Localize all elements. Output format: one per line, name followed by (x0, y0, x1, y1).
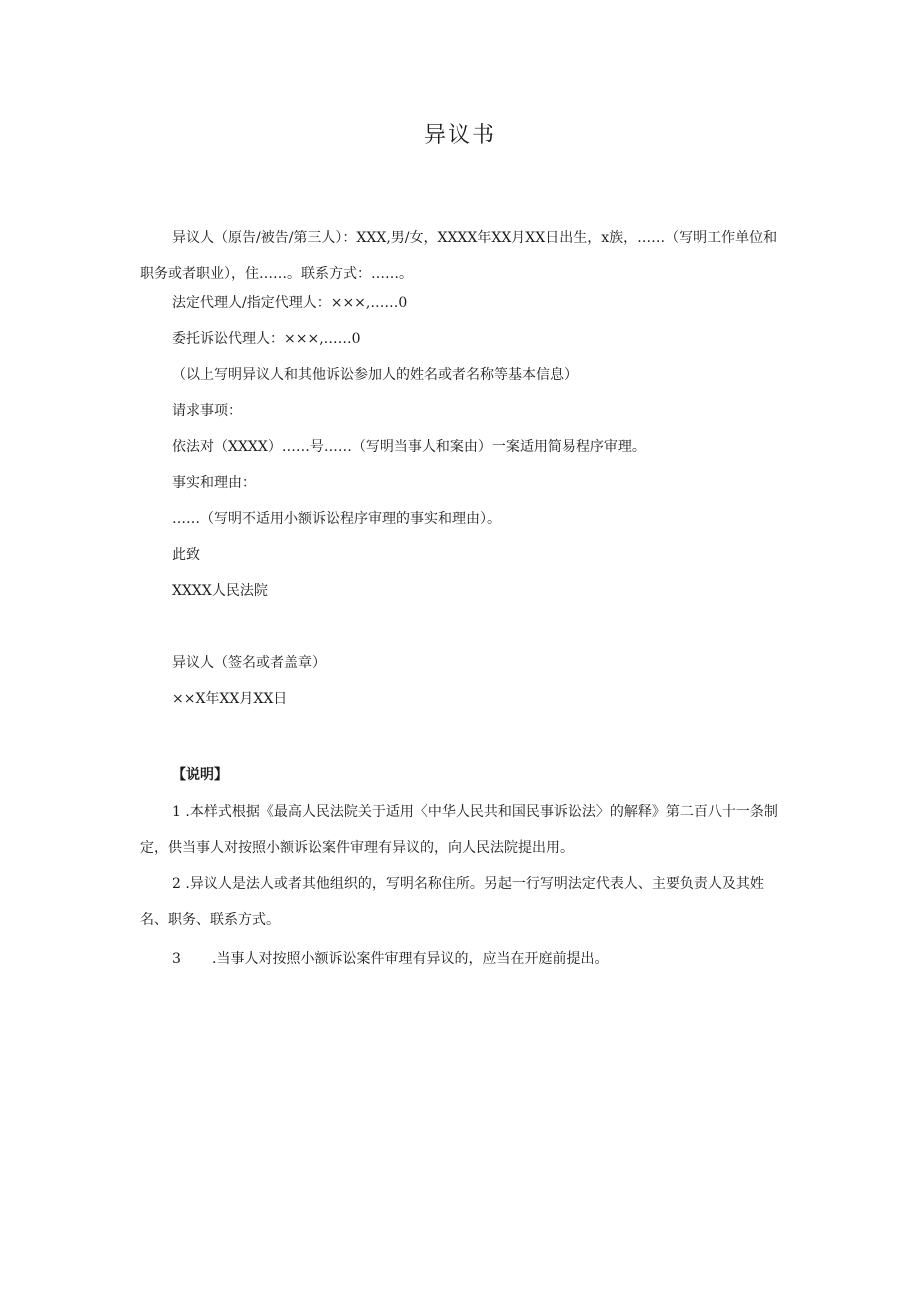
note-item (140, 866, 780, 938)
note-text: .当事人对按照小额诉讼案件审理有异议的，应当在开庭前提出。 (212, 951, 609, 967)
request-text: 依法对（XXXX）……号……（写明当事人和案由）一案适用简易程序审理。 (172, 439, 646, 455)
facts-text: ……（写明不适用小额诉讼程序审理的事实和理由）。 (172, 511, 501, 527)
request-heading: 请求事项： (172, 403, 242, 419)
document-title: 异议书 (423, 123, 496, 148)
signature-line: 异议人（签名或者盖章） (172, 655, 326, 671)
party-info: 异议人（原告/被告/第三人）：XXX,男/女，XXXX年XX月XX日出生，x族，……（写明工作单位和职务或者职业），住……。联系方式：……。 (140, 230, 778, 282)
notes-heading: 【说明】 (172, 767, 228, 783)
note-text: .异议人是法人或者其他组织的，写明名称住所。另起一行写明法定代表人、主要负责人及其姓名、职务、联系方式。 (140, 876, 764, 928)
authorized-agent: 委托诉讼代理人：×××,……0 (172, 331, 361, 347)
note-text: .本样式根据《最高人民法院关于适用〈中华人民共和国民事诉讼法〉的解释》第二百八十一条制定，供当事人对按照小额诉讼案件审理有异议的，向人民法院提出用。 (140, 804, 778, 856)
note-item (140, 941, 812, 977)
note-number: 2 (172, 876, 181, 892)
note-number: 3 (172, 951, 181, 967)
info-note: （以上写明异议人和其他诉讼参加人的姓名或者名称等基本信息） (172, 367, 578, 383)
legal-agent: 法定代理人/指定代理人：×××,……0 (172, 295, 408, 311)
note-item (140, 794, 780, 866)
date-line: ××X年XX月XX日 (172, 691, 288, 707)
salutation: 此致 (172, 547, 200, 563)
court-name: XXXX人民法院 (172, 583, 268, 599)
facts-heading: 事实和理由： (172, 475, 256, 491)
note-number: 1 (172, 804, 181, 820)
